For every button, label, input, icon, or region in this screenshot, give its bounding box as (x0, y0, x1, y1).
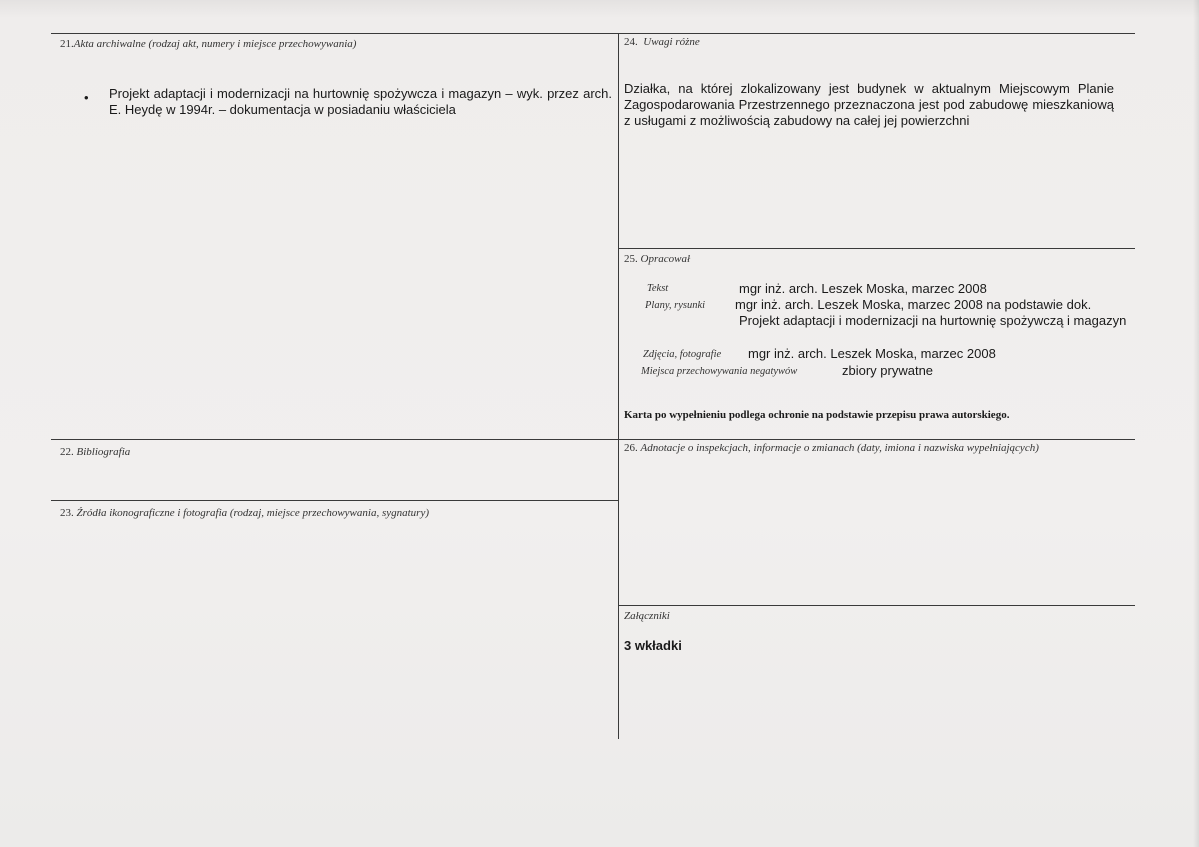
top-rule (51, 33, 1135, 34)
row-value-plany: mgr inż. arch. Leszek Moska, marzec 2008 na podstawie dok. (735, 297, 1092, 312)
section-24-text: Działka, na której zlokalizowany jest budynek w aktualnym Miejscowym Planie Zagospodarowania Przestrzennego przeznaczona jest pod zabudowę mieszkaniową z usługami z możliwością zabudowy na całej jej powierzchni (624, 81, 1114, 128)
section-22-title: Bibliografia (76, 446, 131, 458)
section-22-label (60, 446, 130, 458)
row-value-zdjecia: mgr inż. arch. Leszek Moska, marzec 2008 (748, 346, 996, 361)
section-23-label (60, 507, 429, 519)
section-23-number: 23. (60, 507, 74, 519)
bullet-icon: • (84, 90, 89, 105)
section-25-number: 25. (624, 253, 638, 265)
row-label-zdjecia: Zdjęcia, fotografie (643, 349, 722, 360)
rule-23-top (51, 500, 618, 501)
attachments-label: Załączniki (624, 610, 670, 622)
copyright-notice: Karta po wypełnieniu podlega ochronie na podstawie przepisu prawa autorskiego. (624, 409, 1010, 421)
row-value-tekst: mgr inż. arch. Leszek Moska, marzec 2008 (739, 281, 987, 296)
section-26-number: 26. (624, 442, 638, 454)
row-value-negatywy: zbiory prywatne (842, 363, 934, 378)
row-label-tekst: Tekst (647, 283, 669, 294)
section-26-label (624, 442, 1039, 454)
rule-attachments-top (618, 605, 1135, 606)
section-26-title: Adnotacje o inspekcjach, informacje o zmianach (daty, imiona i nazwiska wypełniających) (640, 442, 1039, 454)
center-divider (618, 33, 619, 739)
section-22-number: 22. (60, 446, 74, 458)
rule-22-26-top (51, 439, 1135, 440)
section-24-label (624, 36, 700, 48)
section-24-number: 24. (624, 36, 638, 48)
rule-25-top (618, 248, 1135, 249)
row-label-negatywy: Miejsca przechowywania negatywów (641, 366, 798, 377)
row-label-plany: Plany, rysunki (645, 300, 706, 311)
section-25-title: Opracował (640, 253, 690, 265)
section-23-title: Źródła ikonograficzne i fotografia (rodzaj, miejsce przechowywania, sygnatury) (76, 507, 429, 519)
row-value-plany-continuation: Projekt adaptacji i modernizacji na hurtownię spożywczą i magazyn (739, 313, 1127, 328)
section-25-label (624, 253, 690, 265)
section-21-number: 21. (60, 38, 74, 50)
page-edge-shadow (1193, 0, 1199, 847)
attachments-value: 3 wkładki (624, 638, 682, 653)
section-21-title: Akta archiwalne (rodzaj akt, numery i miejsce przechowywania) (73, 38, 357, 50)
section-21-label (60, 38, 356, 50)
section-21-item: Projekt adaptacji i modernizacji na hurtownię spożywcza i magazyn – wyk. przez arch. E. Heydę w 1994r. – dokumentacja w posiadaniu właściciela (109, 86, 612, 117)
section-24-title: Uwagi różne (643, 36, 700, 48)
